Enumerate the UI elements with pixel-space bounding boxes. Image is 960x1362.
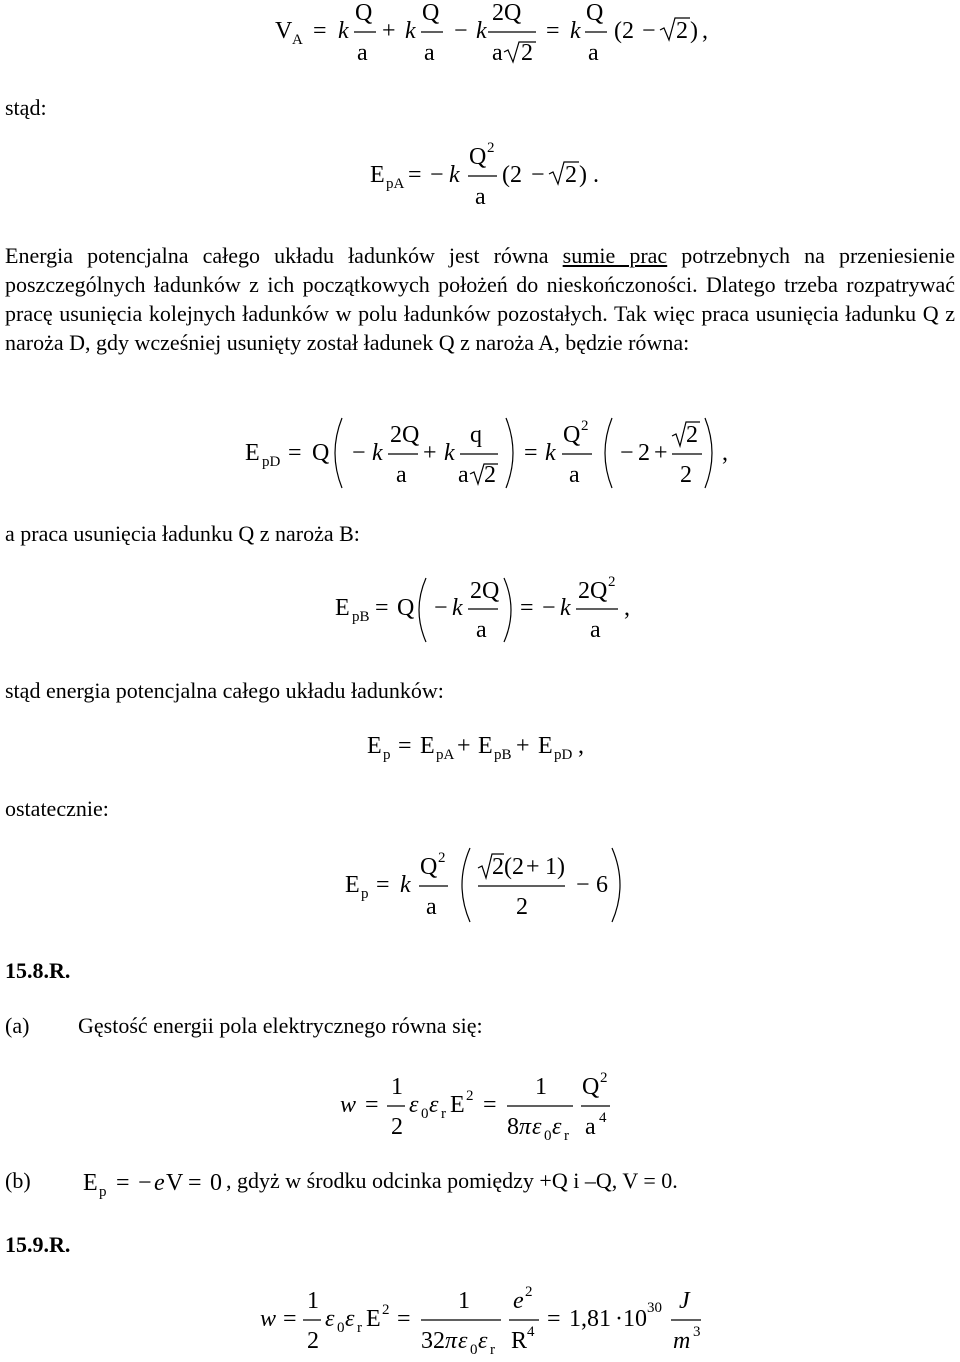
svg-text:E: E [450,1092,465,1118]
svg-text:2: 2 [525,1284,533,1300]
svg-text:): ) [690,18,698,44]
svg-text:w: w [260,1306,277,1332]
svg-text:a: a [475,184,486,210]
svg-text:q: q [470,422,482,448]
svg-text:8: 8 [507,1114,519,1140]
svg-text:E: E [478,733,493,759]
svg-text:0: 0 [210,1170,222,1196]
svg-text:k: k [444,440,455,466]
svg-text:2: 2 [581,418,589,434]
svg-text:ε: ε [325,1306,335,1332]
svg-text:6: 6 [596,872,608,898]
svg-text:e: e [154,1170,165,1196]
svg-text:−: − [620,440,634,466]
svg-text:a: a [424,40,435,66]
svg-text:2: 2 [487,140,495,156]
svg-text:E: E [83,1170,98,1196]
svg-text:−: − [531,162,545,188]
svg-text:−: − [576,872,590,898]
svg-text:k: k [405,18,416,44]
paragraph-post: potrzebnych na przeniesienie poszczególnych ładunków z ich początkowych położeń do nieskończoności. Dlatego trzeba rozpatrywać pracę usunięcia kolejnych ładunków w polu ładunków pozostałych. Tak więc praca usunięcia ładunku Q z naroża D, gdy wcześniej usunięty został ładunek Q z naroża A, będzie równa: [5,243,956,355]
svg-text:a: a [357,40,368,66]
svg-text:1: 1 [458,1288,470,1314]
section-15-9: 15.9.R. [5,1232,71,1257]
svg-text:k: k [338,18,349,44]
svg-text:2: 2 [600,1070,608,1086]
svg-text:,: , [702,18,708,44]
svg-text:pA: pA [386,176,405,192]
equation-ep-ev [78,1160,238,1210]
svg-text:2Q: 2Q [470,578,500,604]
svg-text:a: a [458,462,469,488]
svg-text:r: r [441,1106,446,1122]
svg-text:(2: (2 [502,162,522,188]
svg-text:J: J [679,1288,690,1314]
svg-text:,: , [578,733,584,759]
svg-text:+: + [654,440,668,466]
svg-text:Q: Q [422,0,440,26]
svg-text:w: w [340,1092,357,1118]
svg-text:k: k [400,872,411,898]
svg-text:,: , [722,440,728,466]
text-b-line: , gdyż w środku odcinka pomiędzy +Q i –Q, V = 0. [226,1168,678,1193]
svg-text:1): 1) [545,854,565,880]
svg-text:·: · [615,1306,623,1332]
svg-text:2: 2 [521,40,533,66]
svg-text:Q: Q [469,144,487,170]
svg-text:m: m [673,1328,691,1354]
svg-text:ε: ε [409,1092,419,1118]
svg-text:32: 32 [421,1328,445,1354]
equation-ep-sum [362,725,622,775]
svg-text:a: a [588,40,599,66]
svg-text:.: . [593,162,599,188]
equation-w-density [335,1060,635,1155]
svg-text:0: 0 [470,1342,478,1358]
svg-text:−: − [454,18,468,44]
svg-text:=: = [483,1092,497,1118]
svg-text:=: = [520,595,534,621]
svg-text:2: 2 [307,1328,319,1354]
equation-epd [240,408,730,503]
svg-text:r: r [564,1128,569,1144]
svg-text:pA: pA [436,747,455,763]
svg-text:2Q: 2Q [578,578,608,604]
svg-text:=: = [546,18,560,44]
svg-text:Q: Q [586,0,604,26]
svg-text:=: = [116,1170,130,1196]
svg-text:1,81: 1,81 [569,1306,611,1332]
svg-text:a: a [590,617,601,643]
svg-text:R: R [511,1328,528,1354]
svg-text:0: 0 [544,1128,552,1144]
svg-text:Q: Q [582,1074,600,1100]
svg-text:a: a [585,1114,596,1140]
equation-w-numeric [255,1282,715,1362]
svg-text:,: , [624,595,630,621]
svg-text:ε: ε [458,1328,468,1354]
svg-text:pB: pB [352,609,370,625]
svg-text:1: 1 [307,1288,319,1314]
label-ostatecznie: ostatecznie: [5,796,109,821]
svg-text:−: − [430,162,444,188]
svg-text:−: − [352,440,366,466]
text-gestosc: Gęstość energii pola elektrycznego równa się: [78,1013,483,1038]
svg-text:ε: ε [552,1114,562,1140]
svg-text:E: E [345,872,360,898]
svg-text:2: 2 [676,18,688,44]
label-a: (a) [5,1013,30,1038]
svg-text:pD: pD [554,747,573,763]
svg-text:=: = [547,1306,561,1332]
svg-text:ε: ε [345,1306,355,1332]
svg-text:r: r [357,1320,362,1336]
svg-text:k: k [560,595,571,621]
equation-va [270,0,710,75]
svg-text:2: 2 [680,462,692,488]
svg-text:pB: pB [494,747,512,763]
underlined-phrase: sumie prac [562,243,668,268]
svg-text:ε: ε [429,1092,439,1118]
svg-text:+: + [526,854,540,880]
svg-text:k: k [545,440,556,466]
text-stad-energia: stąd energia potencjalna całego układu ładunków: [5,678,444,703]
svg-text:2: 2 [516,894,528,920]
svg-text:e: e [513,1288,524,1314]
svg-text:k: k [452,595,463,621]
svg-text:0: 0 [337,1320,345,1336]
svg-text:Q: Q [563,422,581,448]
svg-text:=: = [313,18,327,44]
svg-text:a: a [492,40,503,66]
svg-text:E: E [538,733,553,759]
svg-text:(2: (2 [614,18,634,44]
svg-text:k: k [476,18,487,44]
svg-text:k: k [449,162,460,188]
svg-text:E: E [367,733,382,759]
svg-text:V: V [166,1170,184,1196]
svg-text:2: 2 [686,422,698,448]
svg-text:pD: pD [262,454,281,470]
svg-text:=: = [524,440,538,466]
svg-text:): ) [579,162,587,188]
svg-text:+: + [516,733,530,759]
svg-text:2: 2 [608,574,616,590]
svg-text:a: a [426,894,437,920]
svg-text:30: 30 [647,1300,662,1316]
svg-text:−: − [642,18,656,44]
svg-text:0: 0 [421,1106,429,1122]
svg-text:2: 2 [391,1114,403,1140]
svg-text:π: π [519,1114,532,1140]
svg-text:p: p [383,747,391,763]
svg-text:+: + [382,18,396,44]
svg-text:=: = [375,595,389,621]
svg-text:E: E [420,733,435,759]
svg-text:E: E [335,595,350,621]
svg-text:V: V [275,18,293,44]
svg-text:=: = [288,440,302,466]
svg-text:Q: Q [397,595,415,621]
svg-text:p: p [361,886,369,902]
svg-text:2Q: 2Q [390,422,420,448]
svg-text:a: a [569,462,580,488]
label-b: (b) [5,1168,31,1193]
svg-text:4: 4 [527,1324,535,1340]
svg-text:E: E [366,1306,381,1332]
svg-text:=: = [408,162,422,188]
svg-text:2: 2 [484,462,496,488]
svg-text:2Q: 2Q [492,0,522,26]
svg-text:10: 10 [623,1306,647,1332]
svg-text:=: = [398,733,412,759]
svg-text:=: = [188,1170,202,1196]
svg-text:+: + [423,440,437,466]
svg-text:=: = [283,1306,297,1332]
text-praca-b: a praca usunięcia ładunku Q z naroża B: [5,521,360,546]
equation-epa [365,140,625,220]
svg-text:2: 2 [466,1088,474,1104]
svg-text:−: − [542,595,556,621]
svg-text:1: 1 [535,1074,547,1100]
svg-text:π: π [445,1328,458,1354]
svg-text:ε: ε [532,1114,542,1140]
svg-text:3: 3 [693,1324,701,1340]
svg-text:E: E [370,162,385,188]
svg-text:=: = [365,1092,379,1118]
svg-text:2: 2 [382,1302,390,1318]
svg-text:Q: Q [355,0,373,26]
svg-text:ε: ε [478,1328,488,1354]
svg-text:r: r [490,1342,495,1358]
paragraph-pre: Energia potencjalna całego układu ładunków jest równa [5,243,563,268]
svg-text:a: a [476,617,487,643]
svg-text:(2: (2 [504,854,524,880]
svg-text:A: A [292,32,303,48]
paragraph-energia [5,241,955,357]
svg-text:p: p [99,1184,107,1200]
equation-ep-final [340,840,640,935]
svg-text:1: 1 [391,1074,403,1100]
svg-text:2: 2 [638,440,650,466]
svg-text:=: = [376,872,390,898]
svg-text:a: a [396,462,407,488]
svg-text:−: − [138,1170,152,1196]
svg-text:k: k [570,18,581,44]
svg-text:+: + [457,733,471,759]
svg-text:4: 4 [599,1110,607,1126]
svg-text:−: − [434,595,448,621]
svg-text:Q: Q [312,440,330,466]
section-15-8: 15.8.R. [5,958,71,983]
equation-epb [330,570,640,655]
svg-text:2: 2 [492,854,504,880]
svg-text:2: 2 [565,162,577,188]
svg-text:k: k [372,440,383,466]
svg-text:Q: Q [420,854,438,880]
svg-text:=: = [397,1306,411,1332]
svg-text:E: E [245,440,260,466]
svg-text:2: 2 [438,850,446,866]
label-stad: stąd: [5,95,47,120]
